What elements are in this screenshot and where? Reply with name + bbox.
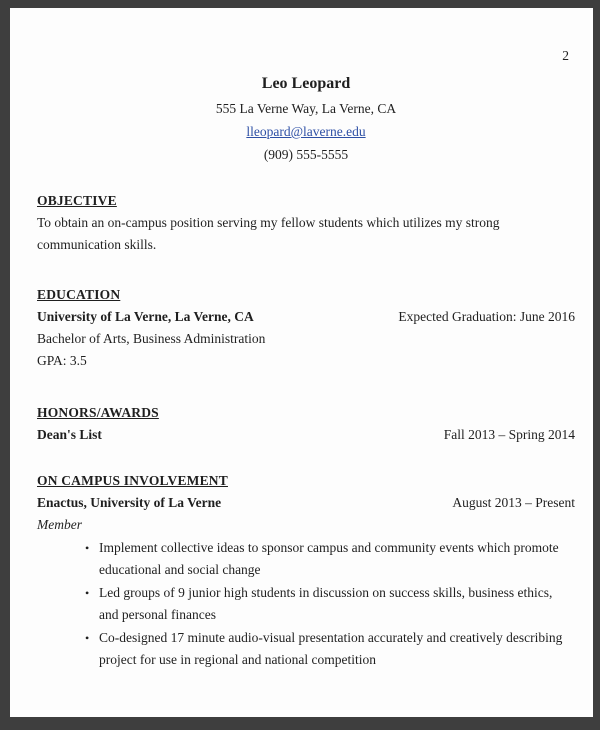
honors-item: Dean's List: [37, 427, 102, 442]
bullet-icon: •: [85, 586, 90, 600]
phone-line: (909) 555-5555: [263, 147, 349, 162]
bullet-icon: •: [85, 541, 90, 555]
section-objective: [37, 190, 575, 256]
objective-title: OBJECTIVE: [37, 193, 117, 208]
education-degree: Bachelor of Arts, Business Administration: [37, 331, 266, 346]
resume-header: [37, 72, 575, 166]
involvement-bullet-list: [37, 537, 575, 671]
education-graduation-date: Expected Graduation: June 2016: [398, 309, 575, 324]
involvement-organization: Enactus, University of La Verne: [37, 495, 222, 510]
page-number: 2: [562, 48, 569, 63]
section-education: [37, 284, 575, 372]
education-title: EDUCATION: [37, 287, 121, 302]
bullet-item: [85, 537, 575, 581]
objective-body: To obtain an on-campus position serving my fellow students which utilizes my strong communication skills.: [37, 215, 500, 252]
candidate-name: Leo Leopard: [261, 75, 351, 92]
bullet-icon: •: [85, 631, 90, 645]
honors-date: Fall 2013 – Spring 2014: [443, 427, 575, 442]
address-line: 555 La Verne Way, La Verne, CA: [215, 101, 397, 116]
section-on-campus-involvement: [37, 470, 575, 671]
bullet-item: [85, 627, 575, 671]
bullet-text: Co-designed 17 minute audio-visual presentation accurately and creatively describing project for use in regional and national competition: [99, 630, 563, 667]
bullet-text: Implement collective ideas to sponsor campus and community events which promote educational and social change: [99, 540, 559, 577]
involvement-title: ON CAMPUS INVOLVEMENT: [37, 473, 228, 488]
email-link[interactable]: lleopard@laverne.edu: [246, 124, 366, 139]
involvement-role: Member: [37, 517, 82, 532]
education-institution: University of La Verne, La Verne, CA: [37, 309, 254, 324]
education-gpa: GPA: 3.5: [37, 353, 87, 368]
involvement-date: August 2013 – Present: [452, 495, 575, 510]
honors-title: HONORS/AWARDS: [37, 405, 159, 420]
section-honors-awards: [37, 402, 575, 446]
bullet-text: Led groups of 9 junior high students in discussion on success skills, business ethics, and personal finances: [99, 585, 553, 622]
bullet-item: [85, 582, 575, 626]
